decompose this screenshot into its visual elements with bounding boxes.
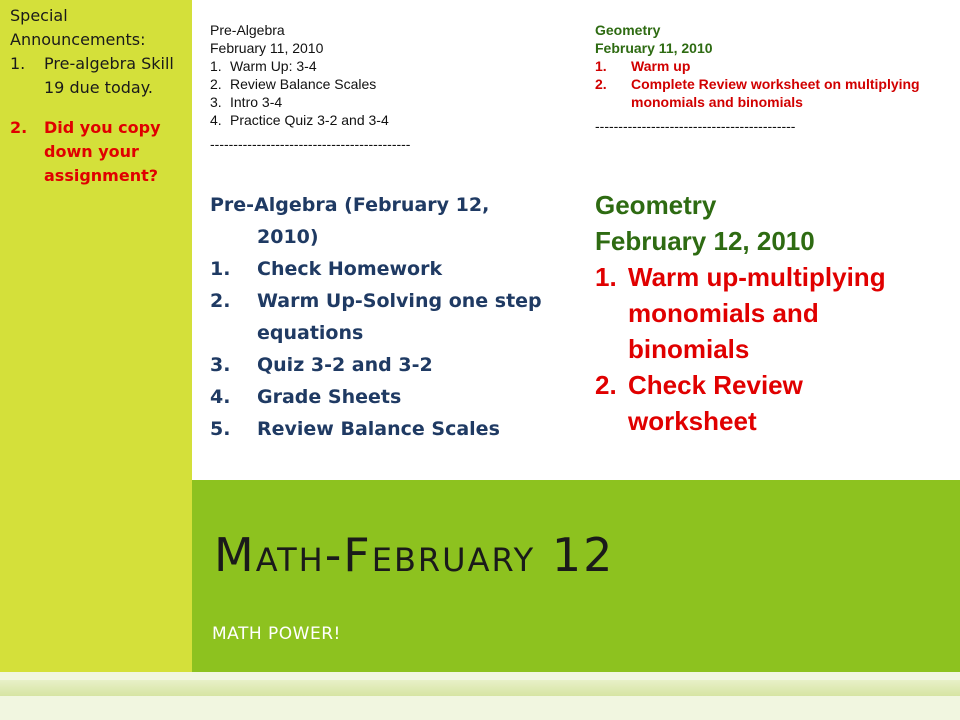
agenda-item xyxy=(210,75,550,93)
bottom-strip xyxy=(0,672,960,720)
agenda-text: Check Review worksheet xyxy=(628,370,803,436)
geometry-feb12-agenda xyxy=(595,187,925,439)
list-number: 1. xyxy=(210,58,222,74)
list-number: 1. xyxy=(595,262,617,292)
agenda-heading: Pre-Algebra (February 12, 2010) xyxy=(210,194,490,248)
agenda-item xyxy=(210,111,550,129)
announcement-text: Did you copy down your assignment? xyxy=(44,118,161,185)
agenda-item xyxy=(595,259,925,367)
list-number: 3. xyxy=(210,354,231,376)
announcement-text: Pre-algebra Skill 19 due today. xyxy=(44,54,174,97)
date-label: February 11, 2010 xyxy=(595,40,713,56)
agenda-item xyxy=(595,57,925,75)
list-number: 2. xyxy=(10,118,28,137)
agenda-item xyxy=(210,413,550,445)
agenda-item xyxy=(210,381,550,413)
list-number: 5. xyxy=(210,418,231,440)
list-number: 2. xyxy=(210,76,222,92)
list-number: 1. xyxy=(10,54,26,73)
prealgebra-feb12-agenda xyxy=(210,189,550,445)
divider-line: ------------------------------------------- xyxy=(595,118,796,134)
prealgebra-feb11-agenda xyxy=(210,21,550,153)
list-number: 2. xyxy=(595,76,607,92)
list-number: 1. xyxy=(210,258,231,280)
list-number: 1. xyxy=(595,58,607,74)
list-number: 2. xyxy=(210,290,231,312)
agenda-text: Complete Review worksheet on multiplying monomials and binomials xyxy=(631,76,920,110)
list-number: 4. xyxy=(210,386,231,408)
announcement-item xyxy=(10,116,192,188)
agenda-text: Warm up-multiplying monomials and binomials xyxy=(628,262,886,364)
agenda-text: Quiz 3-2 and 3-2 xyxy=(257,354,433,376)
list-number: 3. xyxy=(210,94,222,110)
agenda-item xyxy=(210,349,550,381)
slide-title: Math-February 12 xyxy=(214,528,615,582)
agenda-text: Review Balance Scales xyxy=(257,418,500,440)
agenda-item xyxy=(210,285,550,349)
agenda-text: Grade Sheets xyxy=(257,386,402,408)
agenda-text: Review Balance Scales xyxy=(230,76,377,92)
agenda-item xyxy=(210,253,550,285)
agenda-text: Warm Up-Solving one step equations xyxy=(257,290,542,344)
agenda-text: Practice Quiz 3-2 and 3-4 xyxy=(230,112,389,128)
subject-label: Pre-Algebra xyxy=(210,22,285,38)
announcements-heading: Special Announcements: xyxy=(10,6,146,49)
list-number: 2. xyxy=(595,370,617,400)
agenda-item xyxy=(210,57,550,75)
list-number: 4. xyxy=(210,112,222,128)
agenda-text: Intro 3-4 xyxy=(230,94,283,110)
agenda-item xyxy=(210,93,550,111)
announcement-item xyxy=(10,52,192,100)
date-label: February 11, 2010 xyxy=(210,40,324,56)
special-announcements xyxy=(10,4,192,188)
divider-line: ------------------------------------------- xyxy=(210,136,411,152)
agenda-text: Warm up xyxy=(631,58,691,74)
agenda-text: Check Homework xyxy=(257,258,443,280)
agenda-item xyxy=(595,75,925,111)
agenda-item xyxy=(595,367,925,439)
subject-label: Geometry xyxy=(595,190,717,220)
geometry-feb11-agenda xyxy=(595,21,925,135)
date-label: February 12, 2010 xyxy=(595,226,815,256)
slide-subtitle: MATH POWER! xyxy=(212,624,341,644)
subject-label: Geometry xyxy=(595,22,661,38)
agenda-text: Warm Up: 3-4 xyxy=(230,58,317,74)
